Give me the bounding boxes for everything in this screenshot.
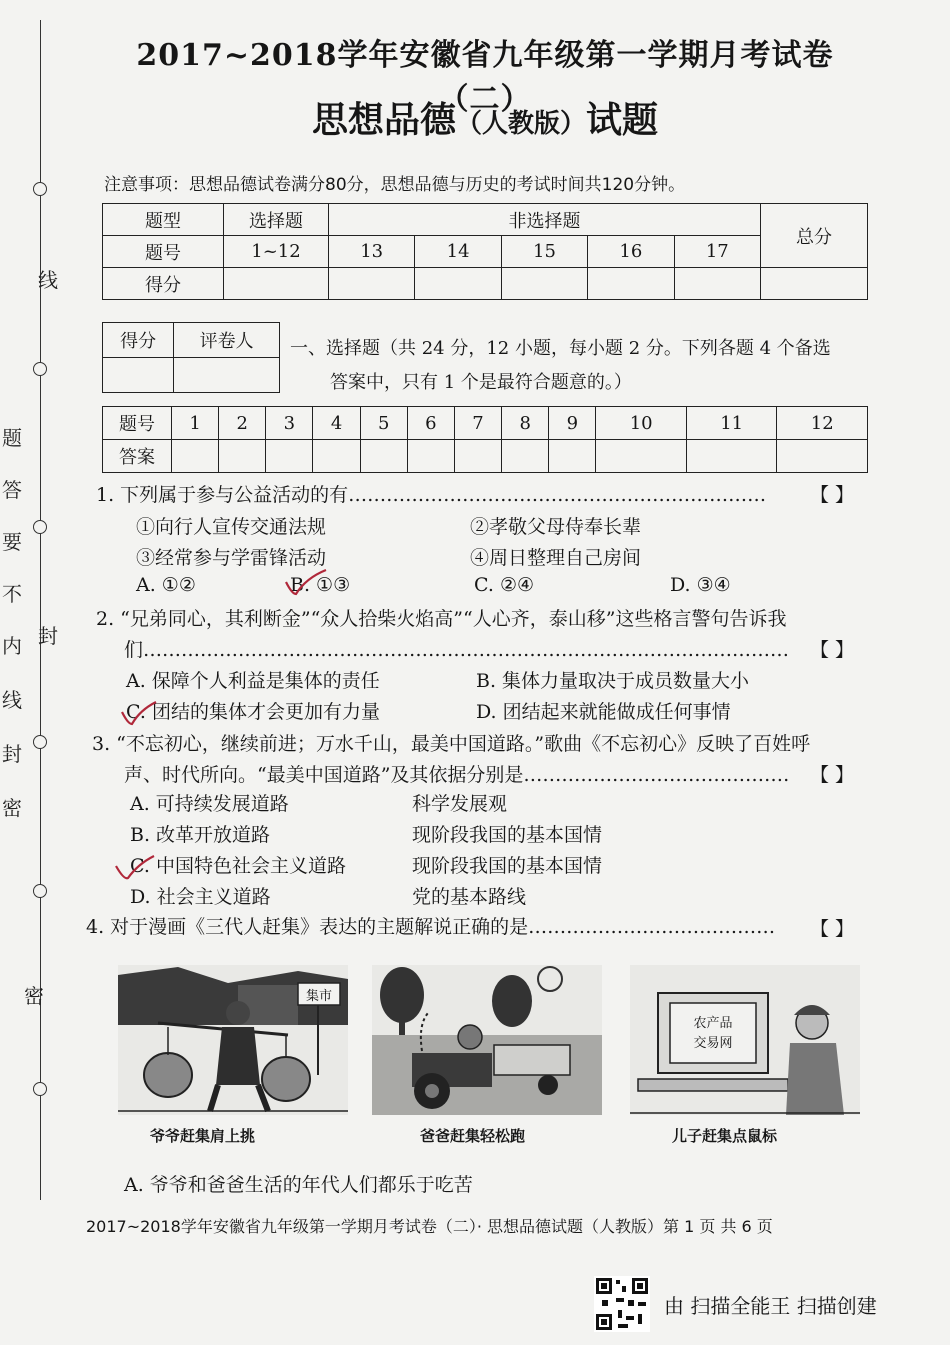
q2-stem: 2. “兄弟同心，其利断金”“众人拾柴火焰高”“人心齐，泰山移”这些格言警句告诉我 — [96, 608, 787, 630]
q1-item: ③经常参与学雷锋活动 — [136, 547, 327, 569]
answer-table — [102, 406, 868, 473]
answer-cell[interactable] — [686, 440, 777, 473]
q3-option-b-basis: 现阶段我国的基本国情 — [412, 824, 603, 846]
cartoon-dad — [372, 965, 602, 1115]
answer-number: 3 — [266, 407, 313, 440]
exam-title: 2017~2018学年安徽省九年级第一学期月考试卷（二） — [136, 38, 834, 117]
q3-answer-bracket[interactable]: 【 】 — [810, 764, 855, 786]
subject-name: 思想品德 — [311, 99, 456, 141]
q1-option-a[interactable]: A. ①② — [136, 574, 196, 596]
subtitle-suffix: 试题 — [586, 99, 659, 141]
answer-label: 答案 — [103, 440, 172, 473]
answer-number: 12 — [777, 407, 868, 440]
q1-item: ①向行人宣传交通法规 — [136, 516, 327, 538]
answer-cell[interactable] — [172, 440, 219, 473]
q1-option-c[interactable]: C. ②④ — [474, 574, 535, 596]
checkmark-icon — [114, 852, 158, 882]
q2-option-c[interactable]: C. 团结的集体才会更加有力量 — [126, 701, 380, 723]
q3-option-c[interactable]: C. 中国特色社会主义道路 — [130, 855, 346, 877]
answer-number: 6 — [407, 407, 454, 440]
section-heading — [290, 332, 880, 400]
binding-line — [40, 20, 41, 1200]
score-cell[interactable] — [588, 268, 674, 300]
score-header-type: 题型 — [103, 204, 224, 236]
q2-option-a[interactable]: A. 保障个人利益是集体的责任 — [126, 670, 380, 692]
score-row-score-label: 得分 — [103, 268, 224, 300]
binding-hole — [33, 362, 47, 376]
binding-mark: 线 — [2, 688, 22, 712]
binding-mark: 封 — [2, 742, 22, 766]
q3-option-d-basis: 党的基本路线 — [412, 886, 527, 908]
q2-answer-bracket[interactable]: 【 】 — [810, 639, 855, 661]
cartoon-grandpa — [118, 965, 348, 1115]
notice-text: 注意事项：思想品德试卷满分80分，思想品德与历史的考试时间共120分钟。 — [104, 175, 686, 195]
cartoon-son — [630, 965, 860, 1115]
answer-number: 8 — [502, 407, 549, 440]
score-number: 15 — [501, 236, 587, 268]
q1-answer-bracket[interactable]: 【 】 — [810, 484, 855, 506]
binding-mark: 不 — [2, 582, 22, 606]
caption-son: 儿子赶集点鼠标 — [672, 1127, 778, 1145]
q1-item: ④周日整理自己房间 — [470, 547, 642, 569]
grader-score-cell[interactable] — [103, 358, 174, 393]
score-table — [102, 203, 868, 300]
q1-stem: 1. 下列属于参与公益活动的有………………………………………………………… — [96, 484, 767, 506]
caption-grandpa: 爷爷赶集肩上挑 — [150, 1127, 256, 1145]
binding-mark: 线 — [38, 268, 58, 292]
binding-mark: 密 — [2, 796, 22, 820]
market-sign: 集市 — [305, 989, 333, 1004]
binding-mark: 内 — [2, 634, 22, 658]
q3-option-c-basis: 现阶段我国的基本国情 — [412, 855, 603, 877]
answer-cell[interactable] — [596, 440, 687, 473]
q4-stem: 4. 对于漫画《三代人赶集》表达的主题解说正确的是………………………………… — [86, 916, 776, 938]
q3-stem: 3. “不忘初心，继续前进；万水千山，最美中国道路。”歌曲《不忘初心》反映了百姓呼 — [92, 733, 811, 755]
binding-hole — [33, 735, 47, 749]
q3-option-a[interactable]: A. 可持续发展道路 — [130, 793, 289, 815]
answer-number: 10 — [596, 407, 687, 440]
section-line: 答案中，只有 1 个是最符合题意的。） — [330, 372, 632, 393]
answer-cell[interactable] — [502, 440, 549, 473]
q2-stem-cont: 们………………………………………………………………………………………… — [124, 639, 790, 661]
score-header-choice: 选择题 — [224, 204, 329, 236]
q4-option-a[interactable]: A. 爷爷和爸爸生活的年代人们都乐于吃苦 — [124, 1174, 473, 1196]
answer-number: 1 — [172, 407, 219, 440]
grader-table — [102, 322, 280, 393]
score-cell[interactable] — [501, 268, 587, 300]
answer-number: 4 — [313, 407, 360, 440]
binding-hole — [33, 520, 47, 534]
q4-answer-bracket[interactable]: 【 】 — [810, 918, 855, 940]
binding-mark: 答 — [2, 478, 22, 502]
section-line: 一、选择题（共 24 分，12 小题，每小题 2 分。下列各题 4 个备选 — [290, 338, 831, 359]
score-cell-total[interactable] — [761, 268, 868, 300]
score-cell[interactable] — [415, 268, 501, 300]
score-number: 13 — [329, 236, 415, 268]
qr-code-icon[interactable] — [594, 1276, 650, 1332]
answer-cell[interactable] — [454, 440, 501, 473]
score-number: 14 — [415, 236, 501, 268]
binding-mark: 密 — [24, 984, 44, 1008]
q3-stem-cont: 声、时代所向。“最美中国道路”及其依据分别是…………………………………… — [124, 764, 790, 786]
answer-cell[interactable] — [549, 440, 596, 473]
q2-option-d[interactable]: D. 团结起来就能做成任何事情 — [476, 701, 731, 723]
binding-hole — [33, 1082, 47, 1096]
answer-cell[interactable] — [407, 440, 454, 473]
q1-item: ②孝敬父母侍奉长辈 — [470, 516, 642, 538]
page-footer: 2017~2018学年安徽省九年级第一学期月考试卷（二）· 思想品德试题（人教版）第 1 页 共 6 页 — [86, 1217, 773, 1236]
q3-option-a-basis: 科学发展观 — [412, 793, 508, 815]
answer-number-label: 题号 — [103, 407, 172, 440]
answer-number: 5 — [360, 407, 407, 440]
score-number: 16 — [588, 236, 674, 268]
score-number-range: 1~12 — [224, 236, 329, 268]
score-cell[interactable] — [674, 268, 760, 300]
answer-cell[interactable] — [777, 440, 868, 473]
edition: （人教版） — [455, 109, 586, 139]
binding-mark: 封 — [38, 624, 58, 648]
q1-option-d[interactable]: D. ③④ — [670, 574, 731, 596]
scanner-watermark: 由 扫描全能王 扫描创建 — [664, 1294, 877, 1318]
checkmark-icon — [282, 568, 330, 598]
answer-cell[interactable] — [266, 440, 313, 473]
q2-option-b[interactable]: B. 集体力量取决于成员数量大小 — [476, 670, 750, 692]
q3-option-d[interactable]: D. 社会主义道路 — [130, 886, 271, 908]
answer-cell[interactable] — [360, 440, 407, 473]
binding-hole — [33, 182, 47, 196]
grader-name-label: 评卷人 — [174, 323, 280, 358]
binding-hole — [33, 884, 47, 898]
answer-number: 9 — [549, 407, 596, 440]
score-header-total: 总分 — [761, 204, 868, 268]
answer-cell[interactable] — [219, 440, 266, 473]
answer-number: 7 — [454, 407, 501, 440]
score-cell[interactable] — [329, 268, 415, 300]
exam-subtitle — [100, 92, 870, 143]
grader-score-label: 得分 — [103, 323, 174, 358]
q1-option-b[interactable]: B. ①③ — [290, 574, 351, 596]
score-row-number-label: 题号 — [103, 236, 224, 268]
binding-mark: 要 — [2, 530, 22, 554]
answer-number: 2 — [219, 407, 266, 440]
q3-option-b[interactable]: B. 改革开放道路 — [130, 824, 271, 846]
answer-number: 11 — [686, 407, 777, 440]
binding-mark: 题 — [2, 426, 22, 450]
score-header-nonchoice: 非选择题 — [329, 204, 761, 236]
checkmark-icon — [120, 700, 160, 728]
web-sign-line2: 交易网 — [693, 1036, 733, 1051]
score-number: 17 — [674, 236, 760, 268]
answer-cell[interactable] — [313, 440, 360, 473]
grader-name-cell[interactable] — [174, 358, 280, 393]
score-cell[interactable] — [224, 268, 329, 300]
web-sign-line1: 农产品 — [693, 1016, 733, 1031]
caption-dad: 爸爸赶集轻松跑 — [420, 1127, 526, 1145]
